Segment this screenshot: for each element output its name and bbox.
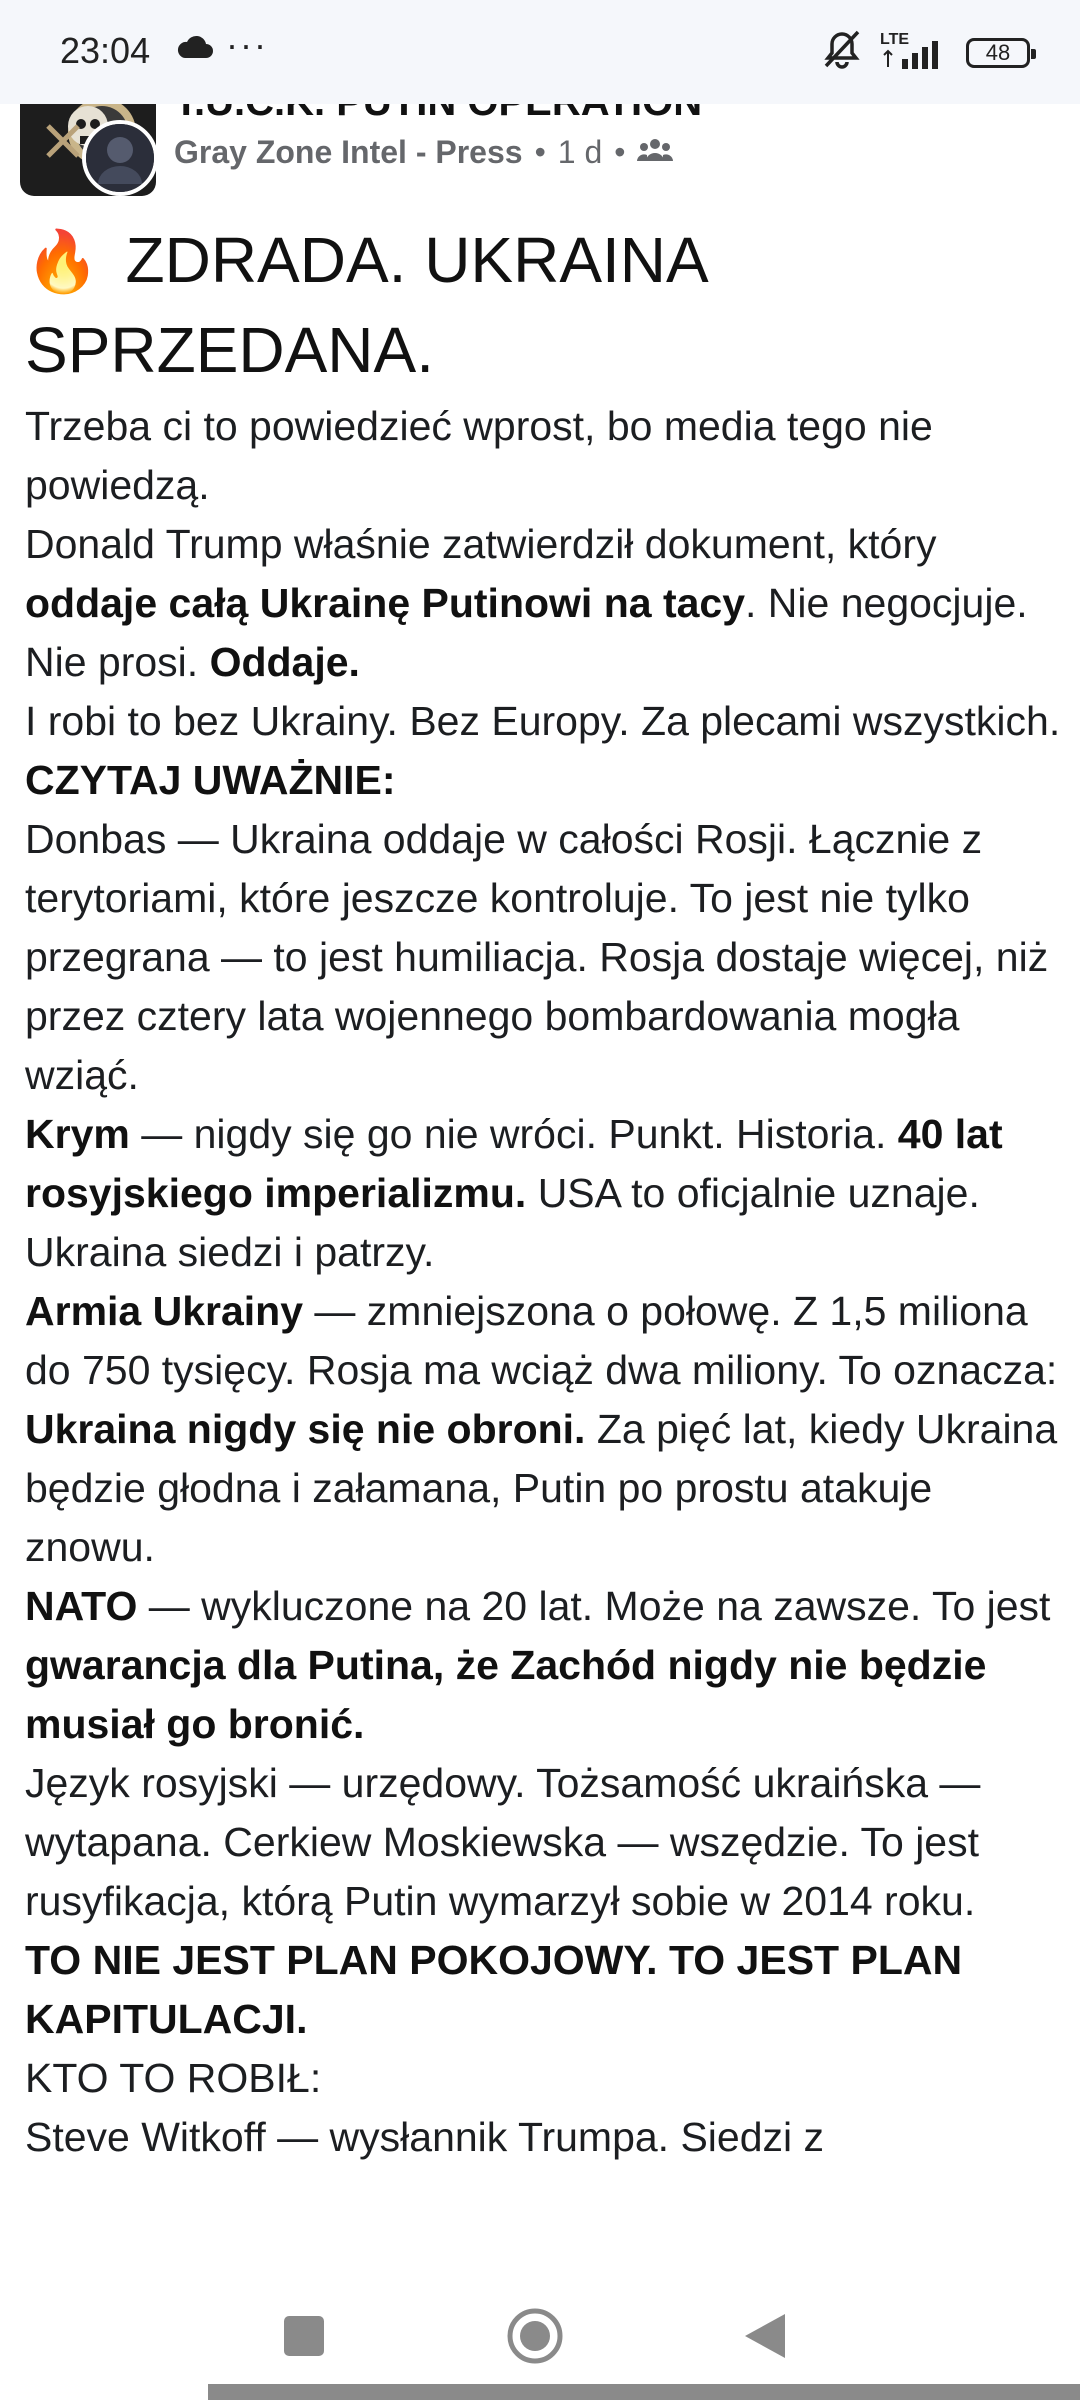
text-run: Język rosyjski — urzędowy. Tożsamość ukraińska — wytapana. Cerkiew Moskiewska — wszędzie. To jest rusyfikacja, którą Putin wymarzył sobie w 2014 roku.: [25, 1760, 981, 1924]
paragraph: [25, 810, 1065, 1105]
paragraph: [25, 2108, 1065, 2167]
cloud-icon: [176, 36, 214, 65]
paragraph: [25, 751, 1065, 810]
text-run: I robi to bez Ukrainy. Bez Europy. Za plecami wszystkich.: [25, 698, 1061, 744]
text-run: — zmniejszona o połowę. Z 1,5 miliona do 750 tysięcy. Rosja ma wciąż dwa miliony. To oznacza:: [25, 1288, 1058, 1393]
triangle-back-icon: [735, 2306, 795, 2366]
post-body: [25, 397, 1065, 2167]
text-run: . Nie negocjuje. Nie prosi.: [25, 580, 1028, 685]
text-run: Trzeba ci to powiedzieć wprost, bo media tego nie powiedzą.: [25, 403, 933, 508]
paragraph: [25, 1577, 1065, 1754]
bold-text: gwarancja dla Putina, że Zachód nigdy nie będzie musiał go bronić.: [25, 1642, 987, 1747]
bold-text: CZYTAJ UWAŻNIE:: [25, 757, 396, 803]
paragraph: [25, 1931, 1065, 2049]
gesture-bar[interactable]: [208, 2384, 1080, 2400]
status-bar: [0, 0, 1080, 104]
post-time[interactable]: 1 d: [557, 134, 603, 170]
text-run: — nigdy się go nie wróci. Punkt. Historia.: [129, 1111, 898, 1157]
signal-icon: [880, 31, 950, 75]
paragraph: [25, 1105, 1065, 1282]
text-run: USA to oficjalnie uznaje. Ukraina siedzi i patrzy.: [25, 1170, 980, 1275]
text-run: Donald Trump właśnie zatwierdził dokument, który: [25, 521, 937, 567]
headline-text: ZDRADA. UKRAINA SPRZEDANA.: [25, 224, 706, 386]
text-run: Donbas — Ukraina oddaje w całości Rosji. Łącznie z terytoriami, które jeszcze kontroluje. To jest nie tylko przegrana — to jest humiliacja. Rosja dostaje więcej, niż przez cztery lata wojennego bombardowania mogła wziąć.: [25, 816, 1049, 1098]
fire-icon: 🔥: [25, 228, 100, 295]
bold-text: Oddaje.: [209, 639, 360, 685]
bold-text: TO NIE JEST PLAN POKOJOWY. TO JEST PLAN KAPITULACJI.: [25, 1937, 963, 2042]
mute-icon: [820, 28, 864, 77]
bold-text: 40 lat rosyjskiego imperializmu.: [25, 1111, 1003, 1216]
status-time: 23:04: [60, 30, 151, 71]
paragraph: [25, 2049, 1065, 2108]
post-headline: [25, 216, 1065, 395]
bold-text: Ukraina nigdy się nie obroni.: [25, 1406, 586, 1452]
paragraph: [25, 1754, 1065, 1931]
author-name[interactable]: Gray Zone Intel - Press: [174, 134, 523, 170]
meta-separator: •: [614, 134, 626, 170]
bold-text: NATO: [25, 1583, 138, 1629]
back-button[interactable]: [735, 2306, 795, 2366]
home-button[interactable]: [505, 2306, 565, 2366]
text-run: Za pięć lat, kiedy Ukraina będzie głodna i załamana, Putin po prostu atakuje znowu.: [25, 1406, 1058, 1570]
post-header: [0, 104, 1080, 204]
bold-text: Krym: [25, 1111, 130, 1157]
post-content: [25, 216, 1065, 2167]
paragraph: [25, 1282, 1065, 1577]
text-run: — wykluczone na 20 lat. Może na zawsze. To jest: [137, 1583, 1051, 1629]
recents-button[interactable]: [274, 2306, 334, 2366]
author-avatar[interactable]: [82, 120, 158, 196]
text-run: Steve Witkoff — wysłannik Trumpa. Siedzi z: [25, 2114, 825, 2160]
post-meta: [174, 134, 673, 171]
status-indicators: [820, 28, 1030, 77]
group-icon: [637, 134, 673, 171]
bold-text: Armia Ukrainy: [25, 1288, 304, 1334]
meta-separator: •: [534, 134, 546, 170]
battery-icon: 48: [966, 38, 1030, 68]
bold-text: oddaje całą Ukrainę Putinowi na tacy: [25, 580, 746, 626]
paragraph: [25, 692, 1065, 751]
network-type: LTE: [880, 30, 910, 48]
circle-icon: [505, 2306, 565, 2366]
square-icon: [274, 2306, 334, 2366]
navigation-bar: [0, 2266, 1080, 2400]
text-run: KTO TO ROBIŁ:: [25, 2055, 322, 2101]
paragraph: [25, 397, 1065, 515]
more-notifications-icon: ···: [226, 24, 268, 65]
paragraph: [25, 515, 1065, 692]
